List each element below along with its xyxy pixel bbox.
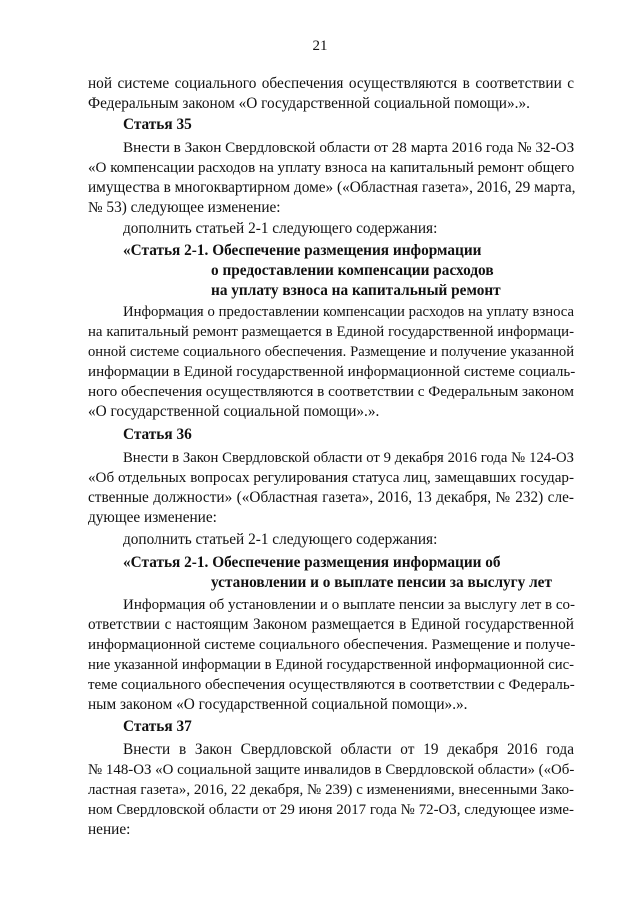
page-number: 21 — [312, 38, 328, 54]
paragraph-line: ответствии с настоящим Законом размещается в Единой государственной — [88, 616, 574, 633]
paragraph-line: ственные должности» («Областная газета», 2016, 13 декабря, № 232) сле- — [88, 489, 574, 506]
paragraph-line: ного обеспечения осуществляются в соответствии с Федеральным законом — [88, 383, 574, 400]
article-heading-36: Статья 36 — [123, 426, 192, 443]
paragraph-line: ным законом «О государственной социальной помощи».». — [88, 696, 468, 713]
paragraph-line: Внести в Закон Свердловской области от 9 декабря 2016 года № 124-ОЗ — [123, 450, 574, 466]
paragraph-line: Внести в Закон Свердловской области от 28 марта 2016 года № 32-ОЗ — [123, 139, 575, 156]
paragraph-line: ластная газета», 2016, 22 декабря, № 239) с изменениями, внесенными Зако- — [88, 782, 574, 798]
paragraph-line: «Об отдельных вопросах регулирования статуса лиц, замещавших государ- — [88, 470, 574, 486]
paragraph-line: ной системе социального обеспечения осуществляются в соответствии с — [88, 75, 574, 92]
paragraph-line: Внести в Закон Свердловской области от 19 декабря 2016 года — [123, 741, 574, 758]
paragraph-line: Информация об установлении и о выплате пенсии за выслугу лет в со- — [123, 597, 576, 613]
inserted-article-title: «Статья 2-1. Обеспечение размещения информации — [123, 242, 482, 259]
paragraph-line: Информация о предоставлении компенсации расходов на уплату взноса — [123, 304, 574, 320]
paragraph-line: «О компенсации расходов на уплату взноса на капитальный ремонт общего — [88, 160, 575, 176]
paragraph-line: ном Свердловской области от 29 июня 2017 года № 72-ОЗ, следующее изме- — [88, 802, 574, 818]
inserted-article-title: установлении и о выплате пенсии за выслугу лет — [211, 574, 552, 591]
paragraph-line: дополнить статьей 2-1 следующего содержания: — [123, 531, 438, 548]
paragraph-line: информации в Единой государственной информационной системе социаль- — [88, 364, 576, 380]
paragraph-line: дополнить статьей 2-1 следующего содержания: — [123, 220, 438, 237]
inserted-article-title: «Статья 2-1. Обеспечение размещения информации об — [123, 554, 501, 571]
inserted-article-title: о предоставлении компенсации расходов — [211, 262, 494, 279]
article-heading-37: Статья 37 — [123, 718, 192, 735]
paragraph-line: нение: — [88, 821, 131, 838]
paragraph-line: «О государственной социальной помощи».». — [88, 403, 380, 420]
paragraph-line: № 148-ОЗ «О социальной защите инвалидов в Свердловской области» («Об- — [88, 762, 575, 778]
paragraph-line: № 53) следующее изменение: — [88, 199, 281, 216]
paragraph-line: дующее изменение: — [88, 509, 217, 526]
paragraph-line: онной системе социального обеспечения. Размещение и получение указанной — [88, 344, 574, 360]
paragraph-line: на капитальный ремонт размещается в Единой государственной информаци- — [88, 324, 574, 340]
paragraph-line: Федеральным законом «О государственной социальной помощи».». — [88, 95, 530, 112]
paragraph-line: ние указанной информации в Единой государственной информационной сис- — [88, 657, 574, 673]
inserted-article-title: на уплату взноса на капитальный ремонт — [211, 282, 501, 299]
article-heading-35: Статья 35 — [123, 116, 192, 133]
paragraph-line: теме социального обеспечения осуществляются в соответствии с Федераль- — [88, 677, 575, 693]
paragraph-line: информационной системе социального обеспечения. Размещение и получе- — [88, 637, 576, 653]
paragraph-line: имущества в многоквартирном доме» («Областная газета», 2016, 29 марта, — [88, 179, 576, 196]
